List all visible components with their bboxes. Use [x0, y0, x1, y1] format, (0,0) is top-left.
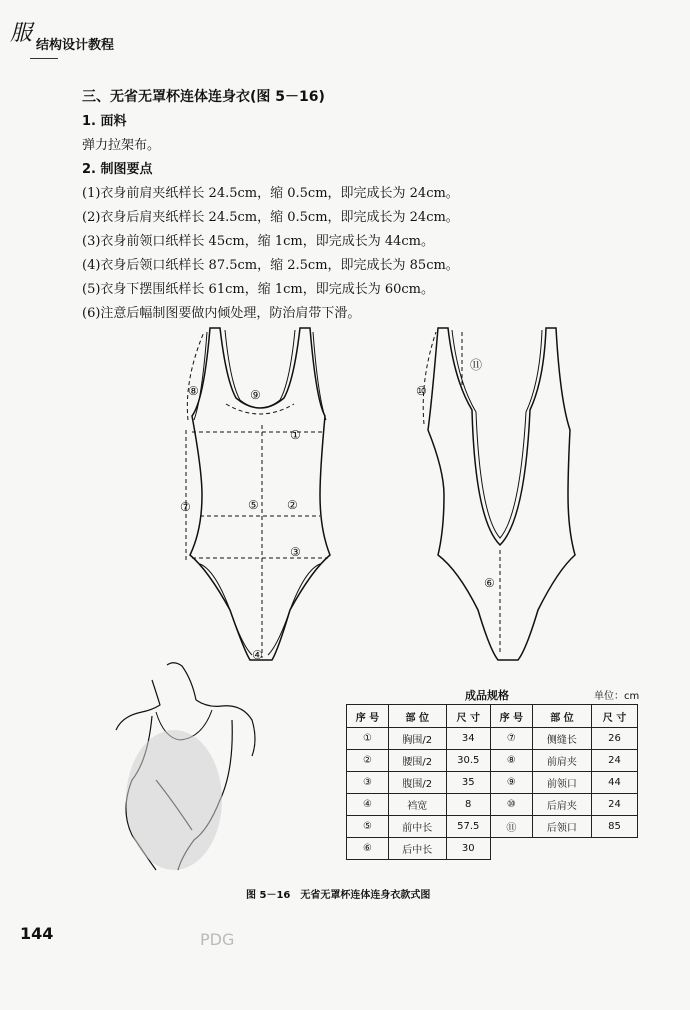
table-header-row: [347, 705, 638, 728]
back-marker-6: ⑥: [484, 576, 495, 590]
point-2: (2)衣身后肩夹纸样长 24.5cm，缩 0.5cm，即完成长为 24cm。: [82, 210, 459, 225]
table-cell: ②: [347, 750, 389, 772]
table-cell: ⑨: [490, 772, 532, 794]
header-cell: 序 号: [490, 705, 532, 728]
back-marker-10: ⑩: [416, 384, 427, 398]
table-cell: 30.5: [446, 750, 490, 772]
table-title: 成品规格: [465, 689, 509, 702]
table-cell: 后领口: [532, 816, 591, 838]
front-marker-8: ⑧: [188, 384, 199, 398]
header-rule: [30, 58, 58, 59]
table-cell: 前领口: [532, 772, 591, 794]
table-cell: ①: [347, 728, 389, 750]
table-cell: 腰围/2: [388, 750, 446, 772]
table-cell: 30: [446, 838, 490, 860]
table-row: [347, 838, 638, 860]
table-cell: ⑪: [490, 816, 532, 838]
point-4: (4)衣身后领口纸样长 87.5cm，缩 2.5cm，即完成长为 85cm。: [82, 258, 459, 273]
section-title: 三、无省无罩杯连体连身衣(图 5－16): [82, 89, 325, 105]
table-cell: 26: [592, 728, 638, 750]
table-row: [347, 794, 638, 816]
header-cell: 部 位: [388, 705, 446, 728]
table-cell: 8: [446, 794, 490, 816]
header-cell: 尺 寸: [592, 705, 638, 728]
table-cell: 胸围/2: [388, 728, 446, 750]
table-cell: ⑥: [347, 838, 389, 860]
front-marker-7: ⑦: [180, 500, 191, 514]
front-marker-9: ⑨: [250, 388, 261, 402]
table-cell: ⑤: [347, 816, 389, 838]
point-1: (1)衣身前肩夹纸样长 24.5cm，缩 0.5cm，即完成长为 24cm。: [82, 186, 459, 201]
header-cell: 尺 寸: [446, 705, 490, 728]
back-marker-11: ⑪: [470, 358, 483, 372]
watermark-text: PDG: [200, 930, 235, 949]
spec-table: [346, 704, 638, 860]
header-cell: 序 号: [347, 705, 389, 728]
table-cell: 前肩夹: [532, 750, 591, 772]
table-cell: 35: [446, 772, 490, 794]
back-bodysuit-drawing: [410, 320, 580, 680]
header-logo: 服: [10, 21, 33, 46]
subheading-drafting: 2. 制图要点: [82, 162, 153, 177]
point-5: (5)衣身下摆围纸样长 61cm，缩 1cm，即完成长为 60cm。: [82, 282, 434, 297]
table-cell: [490, 838, 532, 860]
table-cell: 57.5: [446, 816, 490, 838]
front-marker-4: ④: [252, 648, 263, 662]
table-cell: 44: [592, 772, 638, 794]
table-cell: 24: [592, 750, 638, 772]
table-cell: ⑦: [490, 728, 532, 750]
table-cell: 后中长: [388, 838, 446, 860]
front-marker-2: ②: [287, 498, 298, 512]
table-row: [347, 816, 638, 838]
front-bodysuit-drawing: [170, 320, 350, 680]
table-cell: 前中长: [388, 816, 446, 838]
table-row: [347, 772, 638, 794]
table-cell: 后肩夹: [532, 794, 591, 816]
table-cell: 24: [592, 794, 638, 816]
table-unit: 单位：cm: [594, 691, 640, 702]
point-3: (3)衣身前领口纸样长 45cm，缩 1cm，即完成长为 44cm。: [82, 234, 434, 249]
fabric-text: 弹力拉架布。: [82, 138, 161, 153]
table-cell: 腹围/2: [388, 772, 446, 794]
table-cell: 侧缝长: [532, 728, 591, 750]
table-cell: ⑧: [490, 750, 532, 772]
table-row: [347, 728, 638, 750]
subheading-fabric: 1. 面料: [82, 114, 127, 129]
header-cell: 部 位: [532, 705, 591, 728]
point-6: (6)注意后幅制图要做内倾处理，防治肩带下滑。: [82, 306, 361, 321]
front-marker-5: ⑤: [248, 498, 259, 512]
front-marker-1: ①: [290, 428, 301, 442]
front-marker-3: ③: [290, 545, 301, 559]
page-number: 144: [20, 924, 54, 943]
table-row: [347, 750, 638, 772]
table-cell: ④: [347, 794, 389, 816]
table-cell: 裆宽: [388, 794, 446, 816]
table-cell: [532, 838, 591, 860]
table-cell: ③: [347, 772, 389, 794]
table-cell: 85: [592, 816, 638, 838]
table-cell: [592, 838, 638, 860]
table-cell: 34: [446, 728, 490, 750]
table-cell: ⑩: [490, 794, 532, 816]
figure-sketch: [112, 660, 262, 880]
header-title: 结构设计教程: [36, 38, 115, 53]
figure-caption: 图 5－16 无省无罩杯连体连身衣款式图: [246, 890, 431, 901]
